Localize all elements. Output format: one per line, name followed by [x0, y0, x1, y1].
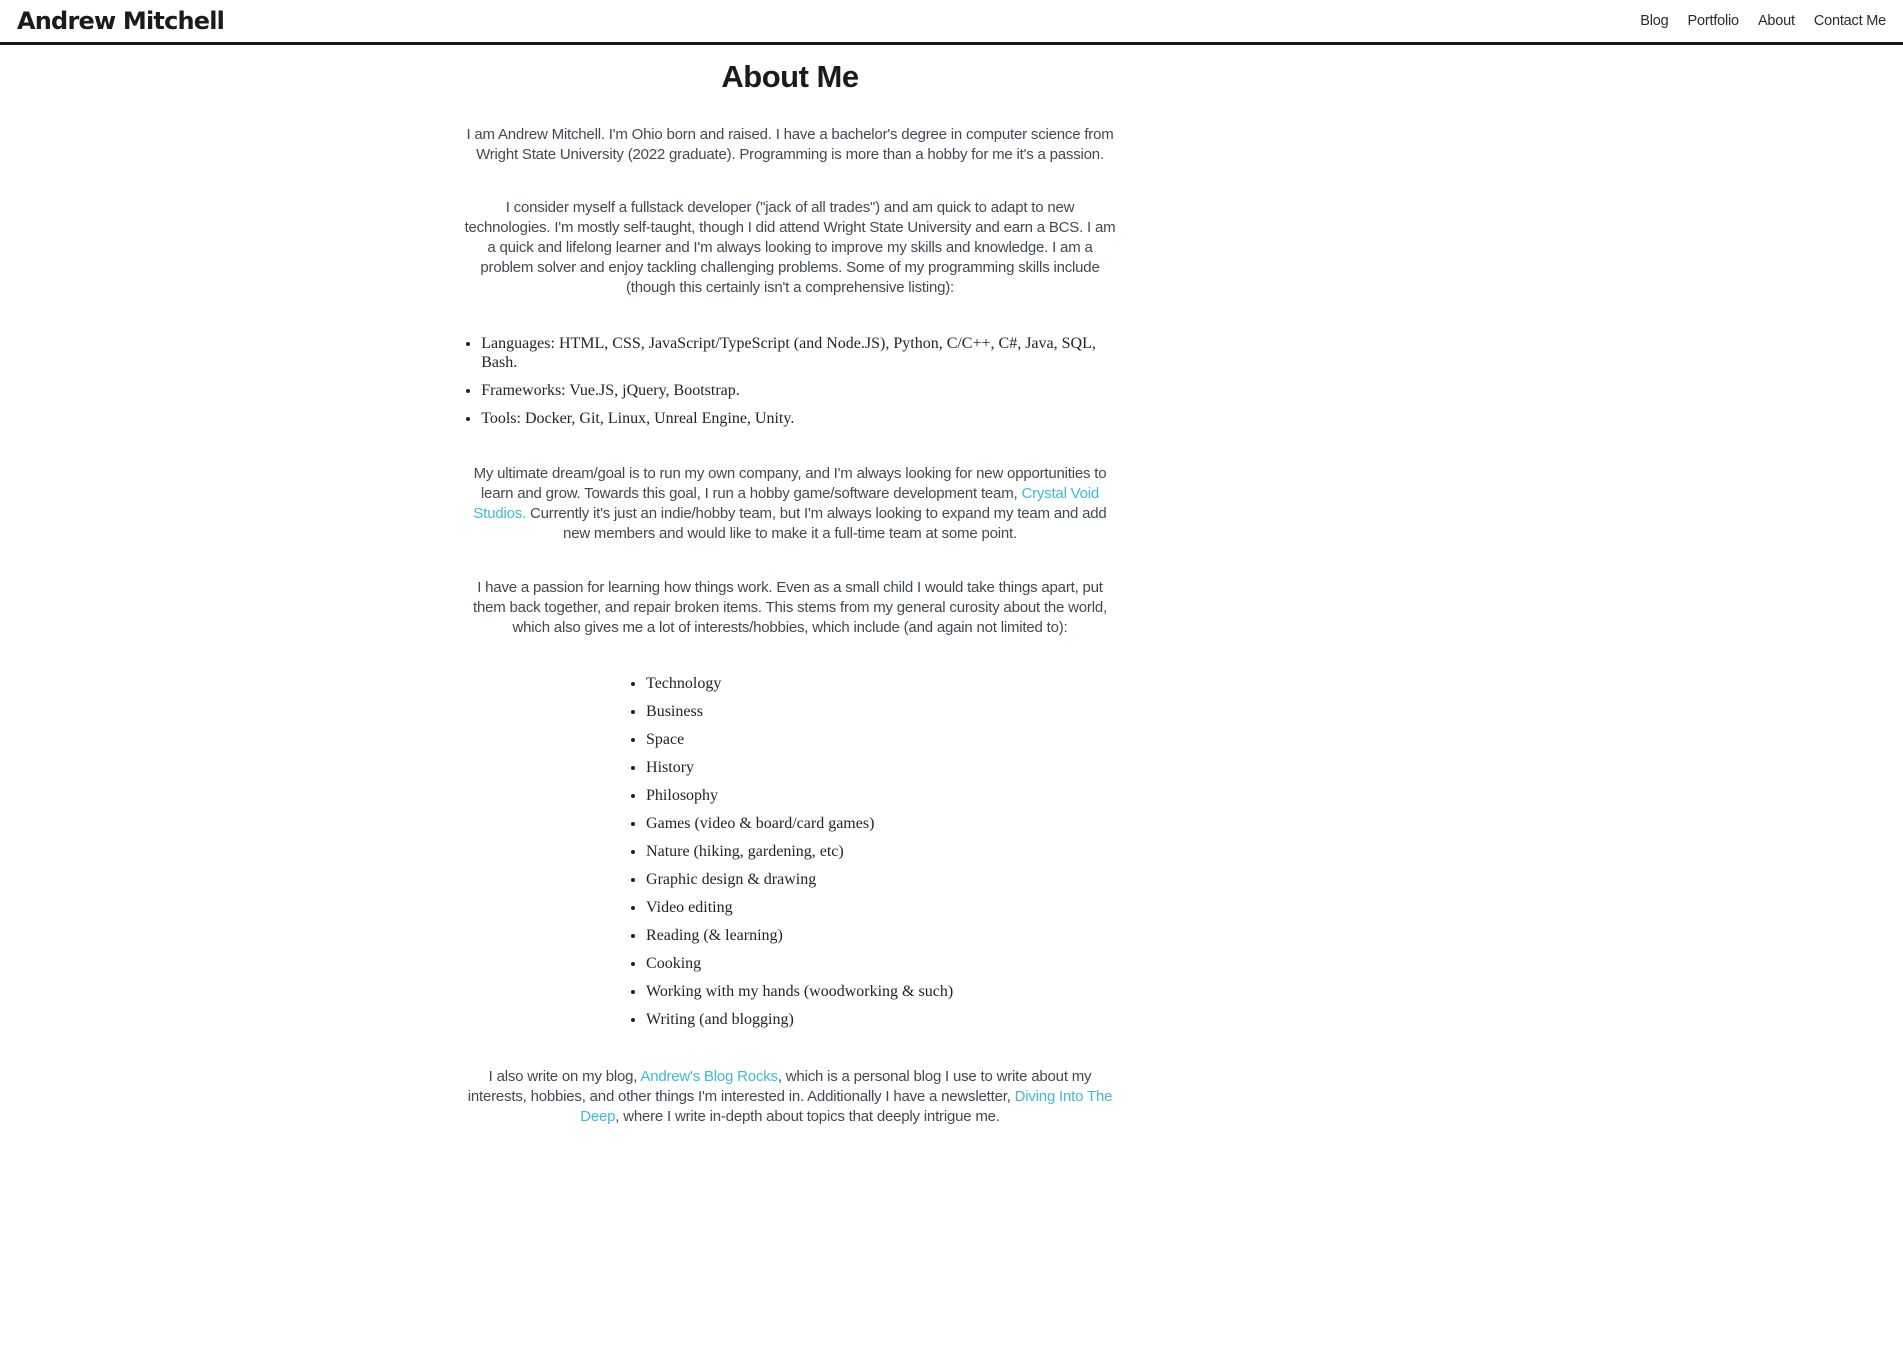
outro-text-after: , where I write in-depth about topics that deeply intrigue me. — [615, 1108, 1000, 1125]
interests-list-item: • Games (video & board/card games) — [646, 814, 953, 833]
site-logo[interactable]: Andrew Mitchell — [17, 7, 225, 35]
nav-link[interactable]: Portfolio — [1687, 13, 1739, 29]
interests-list-item: • Cooking — [646, 954, 953, 973]
crystal-void-studios-link[interactable]: Crystal Void Studios. — [473, 485, 1100, 522]
interests-list-item: • Graphic design & drawing — [646, 870, 953, 889]
interests-list-item: • Philosophy — [646, 786, 953, 805]
goal-text-before: My ultimate dream/goal is to run my own company, and I'm always looking for new opportunities to learn and grow. Towards this goal, I run a hobby game/software development team, — [473, 465, 1107, 502]
outro-paragraph — [462, 1067, 1118, 1127]
interests-list-item: • Nature (hiking, gardening, etc) — [646, 842, 953, 861]
page-title: About Me — [721, 59, 859, 94]
skills-list — [462, 334, 1118, 428]
interests-list-item: • Technology — [646, 674, 953, 693]
interests-list-item: • Working with my hands (woodworking & such) — [646, 982, 953, 1001]
nav-link[interactable]: Blog — [1640, 13, 1669, 29]
skills-list-item: • Languages: HTML, CSS, JavaScript/TypeScript (and Node.JS), Python, C/C++, C#, Java, SQL, Bash. — [481, 334, 1118, 372]
about-page-content — [462, 59, 1118, 1127]
interests-list-item: • Writing (and blogging) — [646, 1010, 953, 1029]
goal-text-after: Currently it's just an indie/hobby team, but I'm always looking to expand my team and add new members and would like to make it a full-time team at some point. — [526, 505, 1107, 542]
nav-link[interactable]: About — [1757, 13, 1795, 29]
blog-link[interactable]: Andrew's Blog Rocks — [640, 1068, 778, 1085]
nav-item — [1640, 12, 1668, 30]
nav-item — [1688, 12, 1739, 30]
nav-list — [1640, 12, 1886, 30]
main-nav — [1640, 12, 1886, 30]
interests-list-item: • Reading (& learning) — [646, 926, 953, 945]
nav-item — [1814, 12, 1886, 30]
interests-list-item: • Video editing — [646, 898, 953, 917]
goal-paragraph — [462, 464, 1118, 544]
outro-text-before: I also write on my blog, — [488, 1068, 641, 1085]
skills-list-item: • Frameworks: Vue.JS, jQuery, Bootstrap. — [481, 381, 1118, 400]
site-header — [0, 0, 1903, 45]
nav-link[interactable]: Contact Me — [1813, 13, 1886, 29]
interests-list-item: • Business — [646, 702, 953, 721]
interests-list-item: • History — [646, 758, 953, 777]
interests-list-item: • Space — [646, 730, 953, 749]
skills-list-item: • Tools: Docker, Git, Linux, Unreal Engine, Unity. — [481, 409, 1118, 428]
interests-list — [627, 674, 953, 1029]
outro-text-middle: , which is a personal blog I use to write about my interests, hobbies, and other things I'm interested in. Additionally I have a newsletter, — [467, 1068, 1092, 1105]
nav-item — [1758, 12, 1795, 30]
skills-intro-paragraph: I consider myself a fullstack developer ("jack of all trades") and am quick to adapt to new technologies. I'm mostly self-taught, though I did attend Wright State University and earn a BCS. I am a quick and lifelong learner and I'm always looking to improve my skills and knowledge. I am a problem solver and enjoy tackling challenging problems. Some of my programming skills include (though this certainly isn't a comprehensive listing): — [464, 199, 1116, 296]
interests-intro-paragraph: I have a passion for learning how things work. Even as a small child I would take things apart, put them back together, and repair broken items. This stems from my general curosity about the world, which also gives me a lot of interests/hobbies, which include (and again not limited to): — [473, 579, 1107, 636]
intro-paragraph: I am Andrew Mitchell. I'm Ohio born and raised. I have a bachelor's degree in computer science from Wright State University (2022 graduate). Programming is more than a hobby for me it's a passion. — [466, 126, 1114, 163]
newsletter-link[interactable]: Diving Into The Deep — [580, 1088, 1113, 1125]
